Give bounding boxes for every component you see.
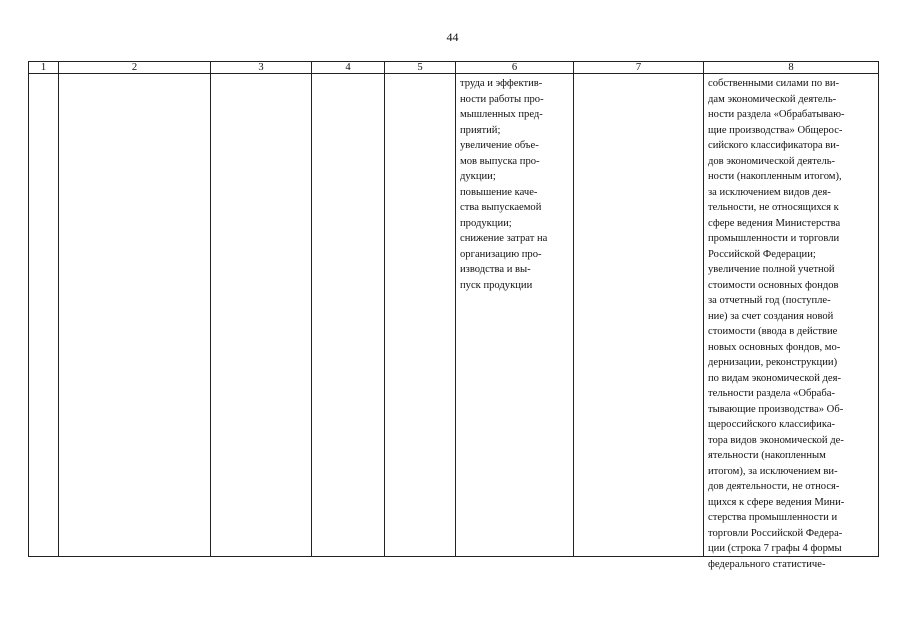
cell-col-7 <box>574 74 704 557</box>
cell-col-4-text <box>312 74 384 556</box>
table-row <box>29 74 879 557</box>
cell-col-6-text: труда и эффектив- ности работы про- мышленных пред- приятий; увеличение объе- мов выпуска про- дукции; повышение каче- ства выпускаемой продукции; снижение затрат на организацию про- изводства и вы- пуск продукции <box>460 78 548 291</box>
column-header-1: 1 <box>29 62 59 74</box>
cell-col-8-text: собственными силами по ви- дам экономической деятель- ности раздела «Обрабатываю- щие производства» Общерос- сийского классификатора ви- дов экономической деятель- ности (накопленным итогом), за исключением видов дея- тельности, не относящихся к сфере ведения Министерства промышленности и торговли Российской Федерации; увеличение полной учетной стоимости основных фондов за отчетный год (поступле- ние) за счет создания новой стоимости (ввода в действие новых основных фондов, мо- дернизации, реконструкции) по видам экономической дея- тельности раздела «Обраба- тывающие производства» Об- щероссийского классифика- тора видов экономической де- ятельности (накопленным итогом), за исключением ви- дов деятельности, не относя- щихся к сфере ведения Мини- стерства промышленности и торговли Российской Федера- ции (строка 7 графы 4 формы федерального статистиче- <box>708 78 845 570</box>
column-header-3: 3 <box>211 62 312 74</box>
column-header-6: 6 <box>456 62 574 74</box>
cell-col-3 <box>211 74 312 557</box>
table-header-row <box>29 62 879 74</box>
column-header-5: 5 <box>385 62 456 74</box>
cell-col-2-text <box>59 74 210 556</box>
cell-col-1-text <box>29 74 58 556</box>
cell-col-3-text <box>211 74 311 556</box>
column-header-2: 2 <box>59 62 211 74</box>
column-header-4: 4 <box>312 62 385 74</box>
page-number: 44 <box>446 30 459 44</box>
document-table <box>28 61 879 570</box>
cell-col-7-text <box>574 74 703 556</box>
cell-col-5-text <box>385 74 455 556</box>
cell-col-5 <box>385 74 456 557</box>
cell-col-2 <box>59 74 211 557</box>
cell-col-1 <box>29 74 59 557</box>
cell-col-8 <box>704 74 879 570</box>
column-header-7: 7 <box>574 62 704 74</box>
cell-col-6 <box>456 74 574 557</box>
column-header-8: 8 <box>704 62 879 74</box>
cell-col-4 <box>312 74 385 557</box>
